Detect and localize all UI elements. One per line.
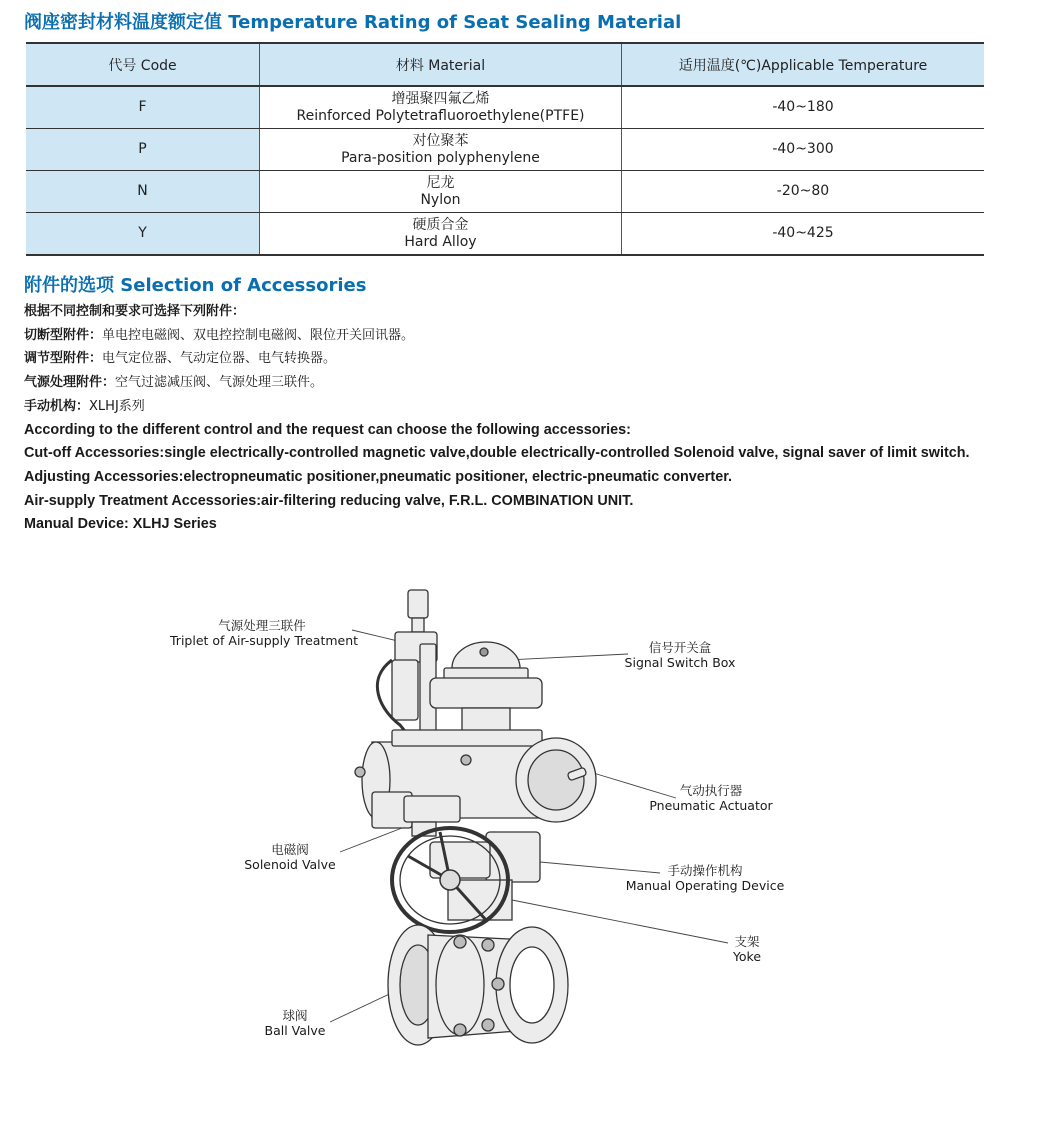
table-row: [26, 213, 984, 256]
material-cn: 尼龙: [426, 174, 455, 191]
material-cell: [260, 213, 622, 256]
callout-solenoid: 电磁阀 Solenoid Valve: [244, 842, 336, 872]
accessories-section-title: 附件的选项 Selection of Accessories: [24, 275, 367, 296]
material-cell: [260, 171, 622, 213]
code-cell: N: [26, 171, 260, 213]
material-cn: 硬质合金: [412, 216, 469, 233]
en-item: Cut-off Accessories:single electrically-controlled magnetic valve,double electrically-controlled Solenoid valve, signal saver of limit switch.: [24, 445, 970, 462]
header-material: 材料 Material: [260, 43, 622, 86]
callout-signal-box: 信号开关盒 Signal Switch Box: [624, 640, 736, 670]
code-cell: Y: [26, 213, 260, 256]
material-en: Reinforced Polytetrafluoroethylene(PTFE): [296, 107, 585, 124]
cn-item-label: 调节型附件：: [24, 351, 103, 367]
callout-actuator: 气动执行器 Pneumatic Actuator: [649, 783, 773, 813]
material-cn: 对位聚苯: [412, 132, 469, 149]
callout-triplet: 气源处理三联件 Triplet of Air-supply Treatment: [170, 618, 359, 648]
callout-manual: 手动操作机构 Manual Operating Device: [625, 863, 785, 893]
cn-item-label: 气源处理附件：: [24, 375, 116, 391]
cn-item: [24, 395, 970, 419]
material-en: Nylon: [420, 191, 461, 208]
material-cn: 增强聚四氟乙烯: [391, 90, 490, 107]
cn-item-text: 单电控电磁阀、双电控控制电磁阀、限位开关回讯器。: [102, 327, 415, 343]
table-row: [26, 171, 984, 213]
en-intro: According to the different control and the request can choose the following accessories:: [24, 421, 631, 438]
cn-item-text: XLHJ系列: [89, 398, 145, 414]
temp-cell: -40~300: [622, 129, 985, 171]
en-item: Adjusting Accessories:electropneumatic positioner,pneumatic positioner, electric-pneumatic converter.: [24, 468, 732, 485]
cn-item: [24, 347, 970, 371]
material-cell: [260, 86, 622, 129]
callout-ball-valve: 球阀 Ball Valve: [264, 1008, 326, 1038]
accessories-text: [24, 300, 970, 537]
callout-yoke: 支架 Yoke: [732, 934, 762, 964]
code-cell: F: [26, 86, 260, 129]
cn-item-label: 切断型附件：: [24, 327, 103, 343]
cn-item: [24, 371, 970, 395]
ball-valve: [388, 925, 568, 1045]
header-code: 代号 Code: [26, 43, 260, 86]
cn-intro: 根据不同控制和要求可选择下列附件：: [24, 304, 246, 319]
material-cell: [260, 129, 622, 171]
table-row: [26, 129, 984, 171]
temp-cell: -20~80: [622, 171, 985, 213]
header-temperature: 适用温度(℃)Applicable Temperature: [622, 43, 985, 86]
signal-box: [430, 642, 542, 732]
material-en: Hard Alloy: [404, 233, 477, 250]
cn-item-text: 空气过滤减压阀、气源处理三联件。: [115, 375, 324, 391]
cn-item-text: 电气定位器、气动定位器、电气转换器。: [102, 351, 337, 367]
cn-item: [24, 324, 970, 348]
valve-assembly-illustration: [0, 560, 1037, 1060]
en-item: Manual Device: XLHJ Series: [24, 516, 217, 533]
temp-cell: -40~180: [622, 86, 985, 129]
temp-cell: -40~425: [622, 213, 985, 256]
seal-temperature-table: [26, 42, 984, 256]
en-item: Air-supply Treatment Accessories:air-filtering reducing valve, F.R.L. COMBINATION UNIT.: [24, 492, 634, 509]
code-cell: P: [26, 129, 260, 171]
cn-item-label: 手动机构：: [24, 398, 90, 414]
table-header-row: [26, 43, 984, 86]
material-en: Para-position polyphenylene: [341, 149, 540, 166]
seal-section-title: 阀座密封材料温度额定值 Temperature Rating of Seat Sealing Material: [24, 12, 682, 33]
table-row: [26, 86, 984, 129]
